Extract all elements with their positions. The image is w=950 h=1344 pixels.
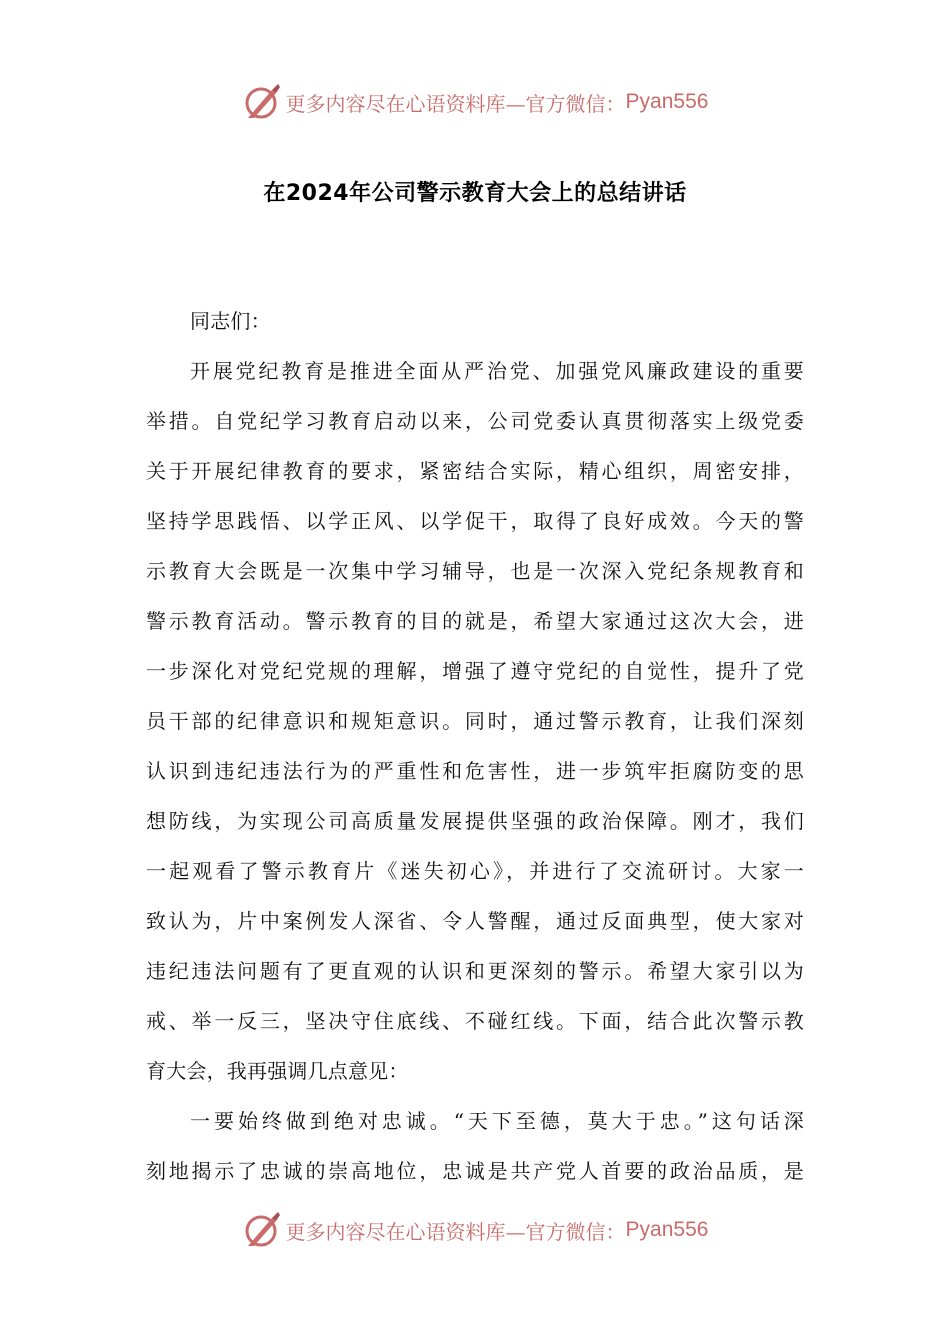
banner-wechat-id: Pyan556 [625,1218,709,1241]
banner-text: 更多内容尽在心语资料库—官方微信： [285,91,626,116]
text-line: 违纪违法问题有了更直观的认识和更深刻的警示。希望大家引以为 [146,959,804,983]
text-line: 举措。自党纪学习教育启动以来，公司党委认真贯彻落实上级党委 [146,409,804,433]
footer-banner [0,1208,950,1252]
header-banner [0,80,950,124]
text-line: 致认为，片中案例发人深省、令人警醒，通过反面典型，使大家对 [146,909,804,933]
text-line: 关于开展纪律教育的要求，紧密结合实际，精心组织，周密安排， [146,459,804,483]
document-body [146,296,804,1196]
pen-logo-icon [242,82,282,122]
text-line: 一起观看了警示教育片《迷失初心》，并进行了交流研讨。大家一 [146,859,804,883]
text-line: 戒、举一反三，坚决守住底线、不碰红线。下面，结合此次警示教 [146,1009,804,1033]
text-line: 刻地揭示了忠诚的崇高地位，忠诚是共产党人首要的政治品质，是 [146,1159,804,1183]
text-line: 员干部的纪律意识和规矩意识。同时，通过警示教育，让我们深刻 [146,709,804,733]
text-line: 一步深化对党纪党规的理解，增强了遵守党纪的自觉性，提升了党 [146,659,804,683]
text-line: 想防线，为实现公司高质量发展提供坚强的政治保障。刚才，我们 [146,809,804,833]
banner-text: 更多内容尽在心语资料库—官方微信： [285,1219,626,1244]
text-line: 认识到违纪违法行为的严重性和危害性，进一步筑牢拒腐防变的思 [146,759,804,783]
text-line: 同志们： [190,309,271,333]
text-line: 示教育大会既是一次集中学习辅导，也是一次深入党纪条规教育和 [146,559,804,583]
text-line: 育大会，我再强调几点意见： [146,1059,409,1083]
banner-wechat-id: Pyan556 [625,90,709,113]
text-line: 警示教育活动。警示教育的目的就是，希望大家通过这次大会，进 [146,609,804,633]
text-line: 一要始终做到绝对忠诚。“天下至德，莫大于忠。”这句话深 [190,1109,804,1133]
document-title: 在2024年公司警示教育大会上的总结讲话 [263,181,687,206]
text-line: 开展党纪教育是推进全面从严治党、加强党风廉政建设的重要 [190,359,804,383]
pen-logo-icon [242,1210,282,1250]
text-line: 坚持学思践悟、以学正风、以学促干，取得了良好成效。今天的警 [146,509,804,533]
